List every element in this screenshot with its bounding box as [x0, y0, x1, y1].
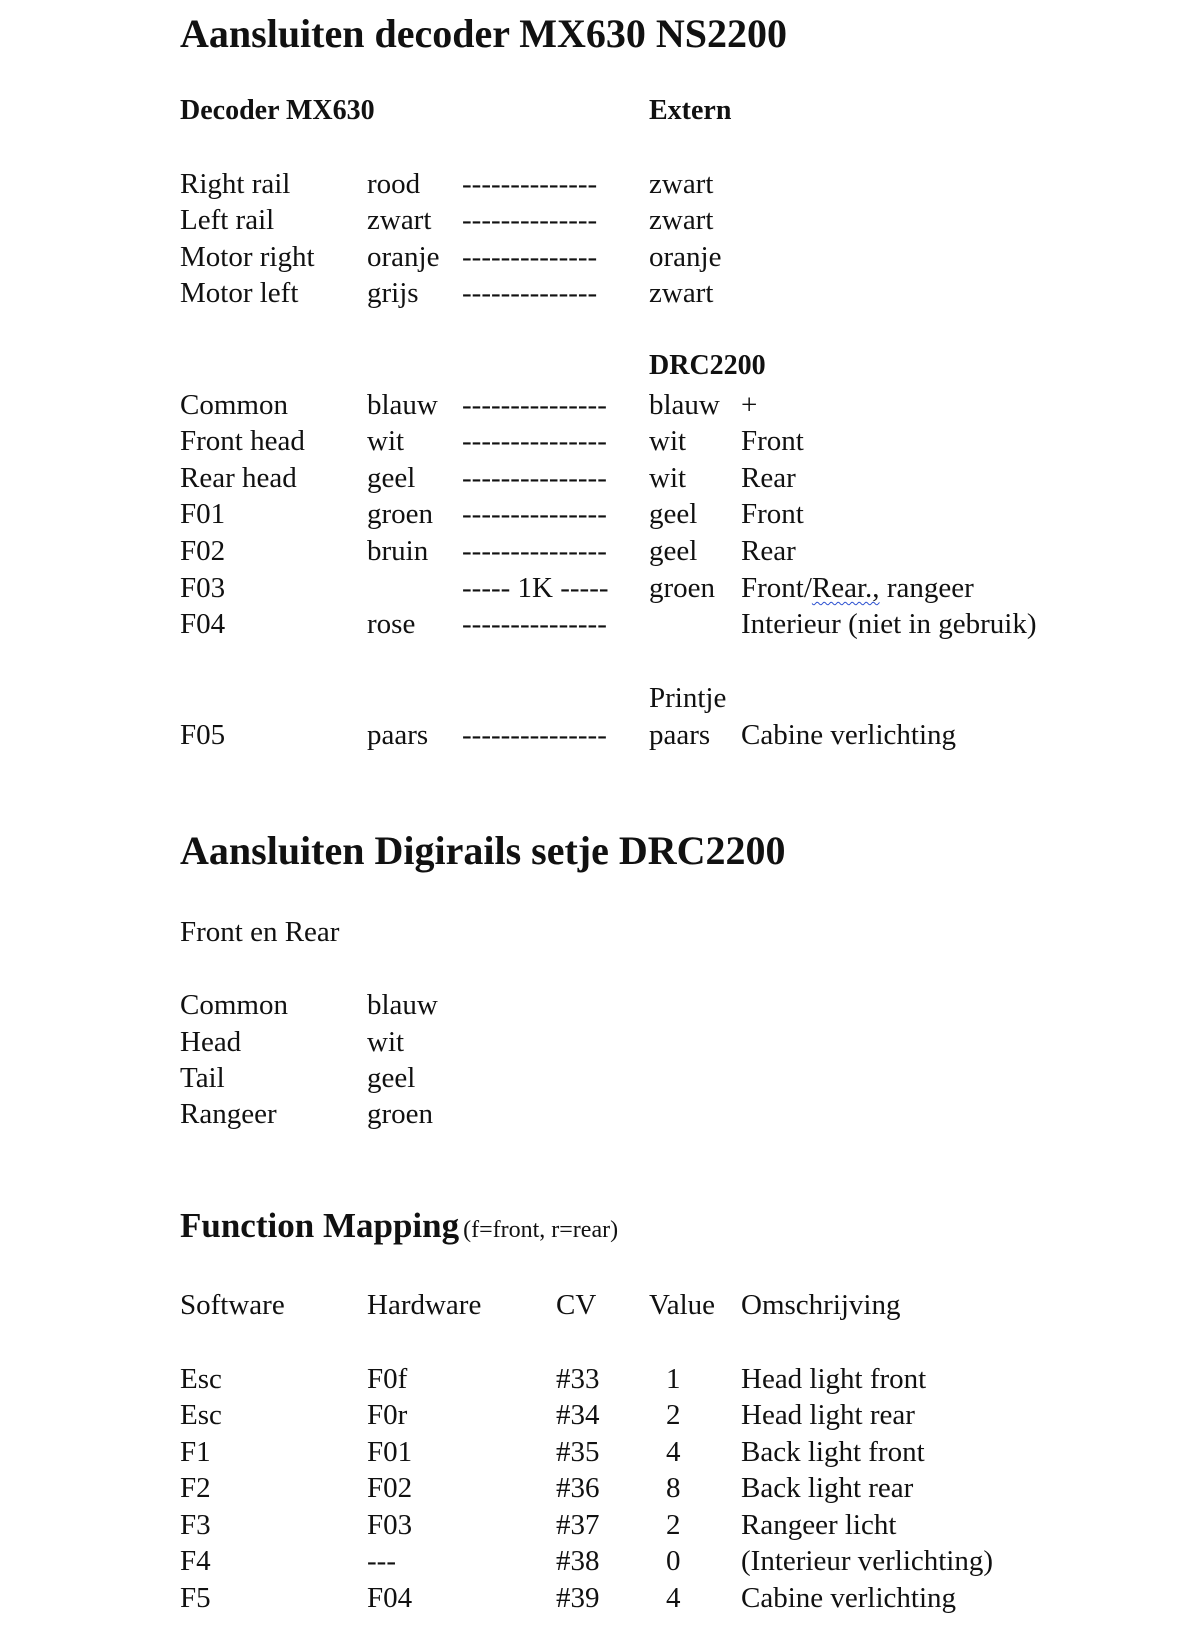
func-desc: Interieur (niet in gebruik): [741, 608, 1037, 640]
func-line: ---------------: [462, 389, 607, 421]
func-line: ---------------: [462, 535, 607, 567]
func-name: F05: [180, 719, 226, 751]
map-cv: #36: [556, 1472, 600, 1504]
wire-line: --------------: [462, 241, 598, 273]
wire-name: Left rail: [180, 204, 275, 236]
drc-row-name: Head: [180, 1026, 242, 1058]
func-desc: +: [741, 389, 758, 421]
func-ext: blauw: [649, 389, 720, 421]
func-line: ----- 1K -----: [462, 572, 609, 604]
map-cv: #34: [556, 1399, 600, 1431]
map-value: 1: [666, 1363, 681, 1395]
section1-title: Aansluiten decoder MX630 NS2200: [180, 11, 788, 56]
drc-row-name: Rangeer: [180, 1098, 277, 1130]
map-software: F4: [180, 1545, 211, 1577]
map-software: F3: [180, 1509, 211, 1541]
wire-line: --------------: [462, 204, 598, 236]
map-desc: Head light rear: [741, 1399, 915, 1431]
map-value: 2: [666, 1509, 681, 1541]
section2-title: Aansluiten Digirails setje DRC2200: [180, 828, 786, 873]
map-cv: #39: [556, 1582, 600, 1614]
map-cv: #38: [556, 1545, 600, 1577]
func-ext: geel: [649, 535, 698, 567]
func-line: ---------------: [462, 462, 607, 494]
map-hardware: F0f: [367, 1363, 408, 1395]
func-color: geel: [367, 462, 416, 494]
func-desc: [741, 574, 974, 603]
wire-color: grijs: [367, 277, 419, 309]
drc-row-name: Common: [180, 989, 288, 1021]
col-header-value: Value: [649, 1289, 716, 1321]
func-name: Common: [180, 389, 288, 421]
map-hardware: F02: [367, 1472, 413, 1504]
drc-row-color: geel: [367, 1062, 416, 1094]
wire-color: oranje: [367, 241, 440, 273]
map-value: 0: [666, 1545, 681, 1577]
map-software: Esc: [180, 1363, 222, 1395]
map-desc: Back light front: [741, 1436, 925, 1468]
func-color: wit: [367, 425, 405, 457]
func-desc: Cabine verlichting: [741, 719, 957, 751]
func-line: ---------------: [462, 425, 607, 457]
wire-ext: zwart: [649, 204, 714, 236]
wire-name: Motor left: [180, 277, 299, 309]
func-name: F01: [180, 498, 226, 530]
func-color: blauw: [367, 389, 438, 421]
map-value: 4: [666, 1582, 681, 1614]
wire-ext: oranje: [649, 241, 722, 273]
drc-row-color: blauw: [367, 989, 438, 1021]
function-mapping-heading: Function Mapping: [180, 1206, 460, 1245]
map-hardware: ---: [367, 1545, 396, 1577]
func-line: ---------------: [462, 719, 607, 751]
map-desc: Rangeer licht: [741, 1509, 897, 1541]
map-cv: #35: [556, 1436, 600, 1468]
func-name: Rear head: [180, 462, 297, 494]
col-header-hardware: Hardware: [367, 1289, 482, 1321]
func-desc: Front: [741, 425, 804, 457]
drc-row-name: Tail: [180, 1062, 225, 1094]
wire-color: rood: [367, 168, 421, 200]
wire-line: --------------: [462, 168, 598, 200]
col-header-software: Software: [180, 1289, 285, 1321]
func-name: F03: [180, 572, 226, 604]
func-line: ---------------: [462, 608, 607, 640]
func-ext: geel: [649, 498, 698, 530]
wire-line: --------------: [462, 277, 598, 309]
section2-subtitle: Front en Rear: [180, 916, 340, 948]
func-desc: Rear: [741, 535, 796, 567]
func-color: paars: [367, 719, 429, 751]
map-desc: (Interieur verlichting): [741, 1545, 994, 1577]
func-color: bruin: [367, 535, 429, 567]
map-value: 2: [666, 1399, 681, 1431]
function-mapping-note: (f=front, r=rear): [463, 1217, 619, 1243]
wire-ext: zwart: [649, 277, 714, 309]
map-value: 4: [666, 1436, 681, 1468]
func-name: Front head: [180, 425, 305, 457]
decoder-header: Decoder MX630: [180, 95, 375, 126]
section3-title: [180, 1208, 618, 1243]
func-name: F02: [180, 535, 226, 567]
col-header-desc: Omschrijving: [741, 1289, 901, 1321]
map-cv: #33: [556, 1363, 600, 1395]
func-desc: Front: [741, 498, 804, 530]
func-ext: groen: [649, 572, 716, 604]
map-cv: #37: [556, 1509, 600, 1541]
wire-color: zwart: [367, 204, 432, 236]
map-desc: Cabine verlichting: [741, 1582, 957, 1614]
drc-row-color: wit: [367, 1026, 405, 1058]
map-software: F5: [180, 1582, 211, 1614]
func-desc-part: rangeer: [879, 572, 974, 604]
map-hardware: F0r: [367, 1399, 408, 1431]
map-value: 8: [666, 1472, 681, 1504]
drc-header: DRC2200: [649, 350, 766, 381]
map-hardware: F03: [367, 1509, 413, 1541]
printje-header: Printje: [649, 682, 727, 714]
func-desc-part: Front/: [741, 572, 812, 604]
func-ext: wit: [649, 462, 687, 494]
func-name: F04: [180, 608, 226, 640]
map-desc: Head light front: [741, 1363, 927, 1395]
map-desc: Back light rear: [741, 1472, 914, 1504]
map-hardware: F04: [367, 1582, 413, 1614]
func-ext: wit: [649, 425, 687, 457]
func-desc: Rear: [741, 462, 796, 494]
spellcheck-word: Rear.,: [811, 572, 880, 604]
func-color: groen: [367, 498, 434, 530]
func-ext: paars: [649, 719, 711, 751]
map-software: Esc: [180, 1399, 222, 1431]
wire-name: Motor right: [180, 241, 315, 273]
col-header-cv: CV: [556, 1289, 597, 1321]
map-hardware: F01: [367, 1436, 413, 1468]
map-software: F2: [180, 1472, 211, 1504]
func-color: rose: [367, 608, 416, 640]
map-software: F1: [180, 1436, 211, 1468]
wire-name: Right rail: [180, 168, 291, 200]
drc-row-color: groen: [367, 1098, 434, 1130]
extern-header: Extern: [649, 95, 732, 126]
wire-ext: zwart: [649, 168, 714, 200]
func-line: ---------------: [462, 498, 607, 530]
